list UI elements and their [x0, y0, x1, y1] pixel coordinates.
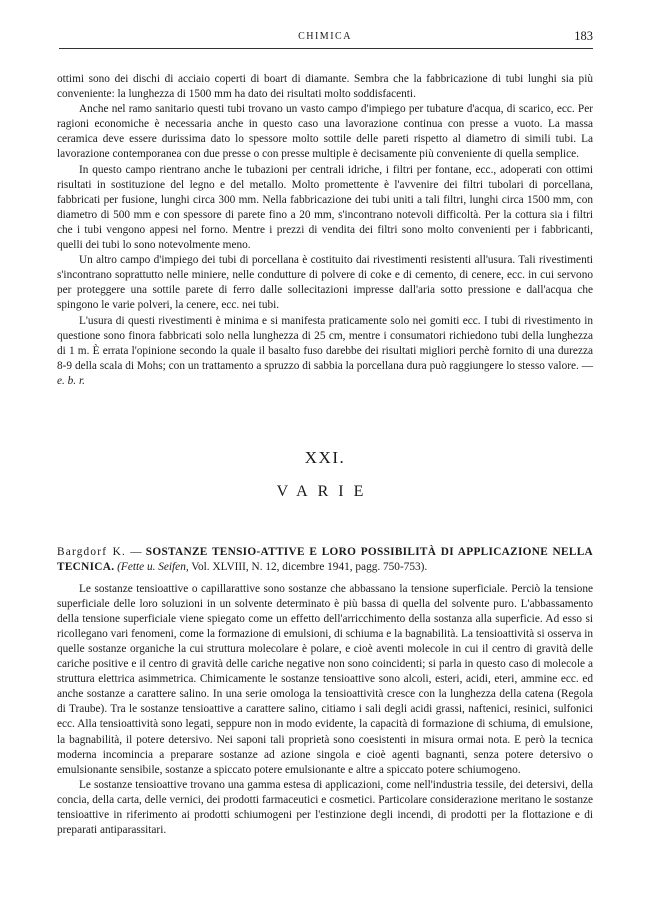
- paragraph: Un altro campo d'impiego dei tubi di porcellana è costituito dai rivestimenti resistenti all'usura. Tali rivestimenti s'incontrano soprattutto nelle miniere, nelle condutture di polvere di coke e di cemento, di cenere, ecc. in cui servono per proteggere una sottile parete di ferro dalle sollecitazioni impresse dall'aria sotto pressione e dall'acqua che spingono le varie polveri, la cenere, ecc. nei tubi.: [57, 254, 593, 312]
- article-author: Bargdorf K.: [57, 546, 126, 558]
- reference-dash: —: [126, 546, 146, 558]
- paragraph-text: L'usura di questi rivestimenti è minima e si manifesta praticamente solo nei gomiti ecc. I tubi di rivestimento in questione sono finora fabbricati solo nella lunghezza di 25 cm, mentre i consumatori richiedono tubi della lunghezza di 1 m. È errata l'opinione secondo la quale il basalto fuso darebbe dei risultati migliori perchè fornito di una durezza 8-9 della scala di Mohs; con un trattamento a spruzzo di sabbia la porcellana dura può raggiungere lo stesso valore. —: [57, 314, 593, 372]
- continued-article: [57, 72, 593, 389]
- section-title: VARIE: [276, 483, 374, 500]
- paragraph: Anche nel ramo sanitario questi tubi trovano un vasto campo d'impiego per tubature d'acqua, di scarico, ecc. Per ragioni economiche è necessaria anche in questo caso una lavorazione continua con presse a vuoto. La massa ceramica deve essere durissima dato lo spessore molto sottile delle pareti rispetto al diametro di simili tubi. La lavorazione contemporanea con due presse o con presse multiple è decisamente più conveniente di quella semplice.: [57, 103, 593, 161]
- paragraph: Le sostanze tensioattive o capillarattive sono sostanze che abbassano la tensione superficiale. Perciò la tensione superficiale delle loro soluzioni in un solvente determinato è più bassa di quella del solvente puro. L'abbassamento della tensione superficiale viene spiegato come un effetto dell'arricchimento della sostanza alla superficie. Ad esso si ricollegano vari fenomeni, come la formazione di emulsioni, di schiuma e la bagnabilità. La tensioattività si osserva in quelle sostanze organiche la cui struttura molecolare è polare, e cioè aventi molecole in cui il centro di gravità delle cariche positive e il centro di gravità delle cariche negative non sono coincidenti; si parla in questo caso di molecole a struttura elettrica asimmetrica. Chimicamente le sostanze tensioattive sono alcoli, esteri, acidi, eteri, ammine ecc. ed anche sostanze a carattere salino. In una serie omologa la tensioattività cresce con la lunghezza della catena (Regola di Traube). Tra le sostanze tensioattive a carattere salino, citiamo i sali degli acidi grassi, naftenici, resinici, sulfonici ecc. Alla tensioattività sono legati, seppure non in modo evidente, la capacità di formazione di schiuma, di emulsione, la bagnabilità, il potere detersivo. Nei saponi tali proprietà sono coesistenti in misura ormai nota. E però la tecnica moderna incomincia a preparare sostanze ad azione singola e cioè agenti bagnanti, senza potere detersivo o emulsionante sensibile, sostanze a spiccato potere emulsionante e altre a spiccato potere schiumogeno.: [57, 582, 593, 776]
- paragraph: Le sostanze tensioattive trovano una gamma estesa di applicazioni, come nell'industria tessile, dei detersivi, della concia, della carta, delle vernici, dei prodotti farmaceutici e cosmetici. Particolare considerazione meritano le sostanze tensioattive in riferimento ai prodotti schiumogeni per l'estinzione degli incendi, di prodotti per la flottazione e di preparati antiparassitari.: [57, 778, 593, 837]
- header-rule: [59, 48, 593, 49]
- article-citation: Vol. XLVIII, N. 12, dicembre 1941, pagg. 750-753).: [188, 561, 428, 574]
- paragraph: In questo campo rientrano anche le tubazioni per centrali idriche, i filtri per fontane, ecc., adoperati con ottimi risultati in sostituzione del legno e del metallo. Molto promettente è l'avvenire dei filtri tubolari di porcellana, fabbricati per fusione, lunghi circa 300 mm. Nella fabbricazione dei tubi uniti a tali filtri, lunghi circa 1500 mm, con diametro di 500 mm e con spessore di parete fino a 20 mm, s'incontrano notevoli difficoltà. Per la cottura sia i filtri che i tubi vengono appesi nel forno. Mentre i prezzi di vendita dei filtri sono molto convenienti per i fabbricanti, quelli dei tubi lo sono notevolmente meno.: [57, 163, 593, 252]
- paragraph: [57, 314, 593, 389]
- page-header: [57, 28, 593, 44]
- paragraph: ottimi sono dei dischi di acciaio coperti di boart di diamante. Sembra che la fabbricazione di tubi lunghi sia più conveniente: la lunghezza di 1500 mm ha dato dei risultati molto soddisfacenti.: [57, 73, 593, 101]
- running-title: CHIMICA: [298, 31, 352, 42]
- article-title: SOSTANZE TENSIO-ATTIVE E LORO POSSIBILITÀ DI APPLICAZIONE NELLA TECNICA.: [57, 546, 593, 574]
- page-number: 183: [574, 29, 593, 43]
- section-number: XXI.: [304, 448, 346, 467]
- abstract-article: [57, 545, 593, 838]
- page: [57, 28, 593, 837]
- journal-name: (Fette u. Seifen,: [117, 561, 189, 574]
- author-signature: e. b. r.: [57, 374, 85, 387]
- article-reference: [57, 545, 593, 576]
